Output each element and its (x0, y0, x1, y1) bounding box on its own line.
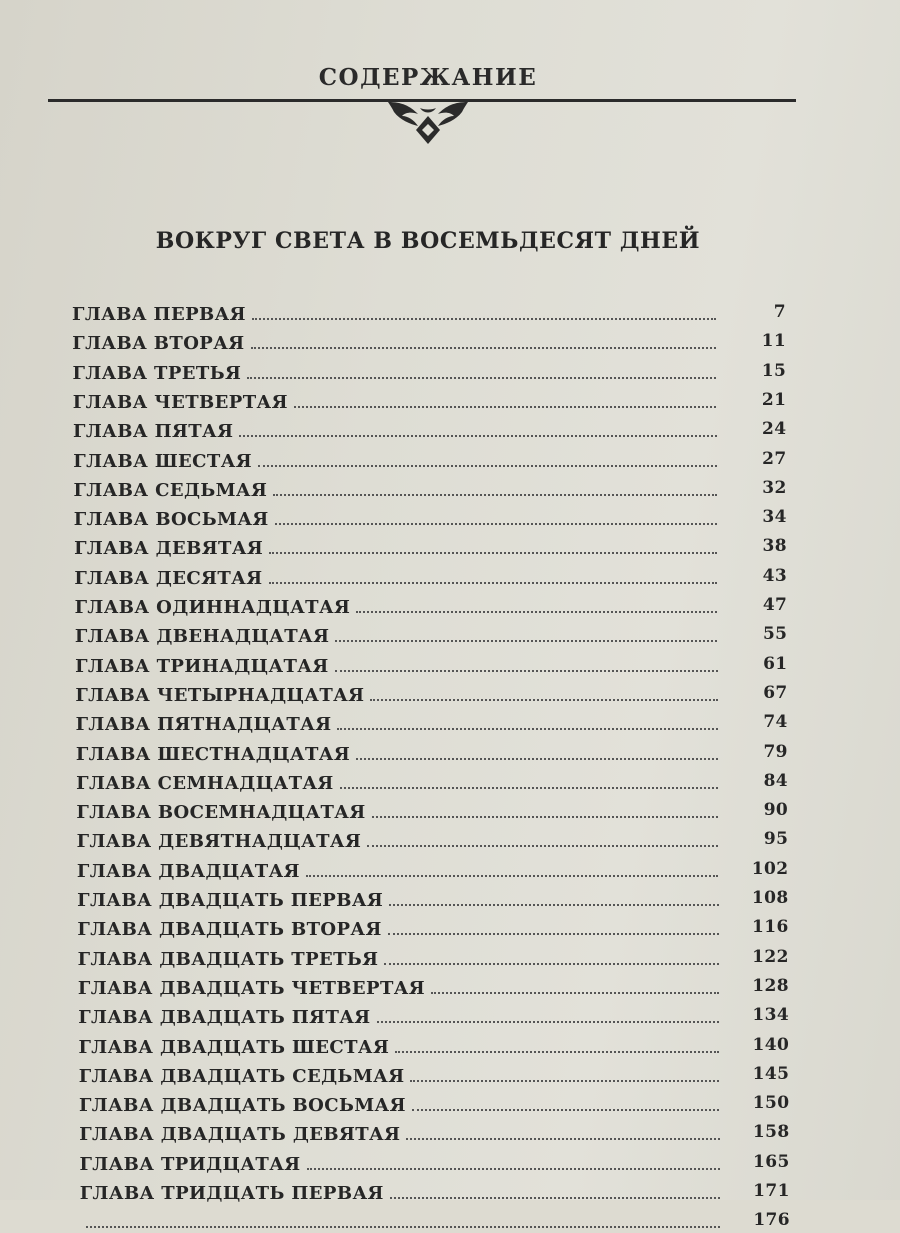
toc-leader-dots (252, 318, 716, 320)
toc-entry-page: 108 (751, 888, 789, 908)
toc-leader-dots (356, 758, 718, 760)
toc-entry (76, 765, 789, 794)
toc-entry-label: ГЛАВА ДВАДЦАТЬ ДЕВЯТАЯ (79, 1124, 401, 1146)
toc-entry (77, 970, 789, 999)
toc-leader-dots (273, 494, 717, 496)
toc-entry (73, 443, 787, 472)
toc-entry (77, 882, 789, 911)
toc-entry-label: ГЛАВА ДВАДЦАТЬ ШЕСТАЯ (78, 1036, 390, 1058)
ornament-icon (384, 98, 472, 146)
toc-entry-page: 43 (762, 565, 788, 586)
toc-entry-label: ГЛАВА ТРЕТЬЯ (72, 362, 242, 384)
toc-entry (78, 1029, 790, 1058)
toc-leader-dots (335, 640, 717, 642)
toc-entry (74, 560, 788, 589)
toc-entry-page: 116 (752, 917, 789, 938)
toc-entry (74, 589, 788, 618)
toc-entry (74, 618, 788, 648)
toc-leader-dots (275, 523, 717, 525)
toc-entry-label: ГЛАВА ДВАДЦАТЬ ПЕРВАЯ (77, 890, 384, 911)
toc-leader-dots (294, 406, 717, 408)
toc-leader-dots (410, 1080, 719, 1082)
toc-entry (80, 1204, 790, 1233)
page-header-title: СОДЕРЖАНИЕ (318, 64, 538, 91)
toc-entry (73, 501, 787, 531)
toc-entry-page: 122 (752, 946, 789, 967)
toc-leader-dots (258, 465, 717, 467)
toc-entry-label: ГЛАВА ОДИННАДЦАТАЯ (74, 597, 351, 618)
toc-entry (79, 1146, 790, 1175)
toc-entry-page: 74 (763, 712, 788, 733)
toc-entry-page: 11 (761, 331, 787, 352)
toc-entry-label: ГЛАВА ДВАДЦАТЬ ВТОРАЯ (77, 919, 382, 941)
toc-entry-page: 171 (753, 1181, 790, 1201)
toc-entry-page: 165 (753, 1151, 790, 1172)
toc-leader-dots (247, 377, 716, 379)
toc-entry-page: 140 (752, 1034, 790, 1055)
toc-entry-label: ГЛАВА ШЕСТНАДЦАТАЯ (75, 743, 351, 765)
toc-entry (78, 999, 790, 1029)
toc-leader-dots (370, 699, 717, 701)
toc-entry-label: ГЛАВА ТРИДЦАТАЯ (79, 1153, 301, 1175)
toc-leader-dots (389, 904, 718, 906)
toc-leader-dots (356, 611, 717, 613)
toc-entry (77, 911, 789, 941)
toc-entry-label: ГЛАВА ДЕВЯТНАДЦАТАЯ (76, 831, 362, 853)
toc-leader-dots (377, 1021, 719, 1023)
toc-leader-dots (269, 582, 718, 584)
toc-entry-page: 158 (752, 1122, 790, 1143)
toc-entry-label: ГЛАВА ДЕСЯТАЯ (74, 567, 263, 589)
toc-entry (78, 1087, 790, 1117)
toc-entry-page: 15 (761, 360, 787, 381)
toc-entry (72, 384, 787, 413)
toc-entry-page: 34 (762, 507, 787, 528)
toc-leader-dots (384, 963, 718, 965)
toc-entry-page: 7 (773, 302, 786, 322)
toc-leader-dots (269, 552, 717, 554)
toc-leader-dots (390, 1197, 720, 1199)
toc-entry-label: ГЛАВА ПЯТАЯ (73, 421, 234, 443)
toc-entry-label: ГЛАВА ВОСЕМНАДЦАТАЯ (76, 802, 366, 824)
toc-leader-dots (306, 875, 719, 877)
toc-entry-label: ГЛАВА ЧЕТЫРНАДЦАТАЯ (75, 684, 365, 706)
toc-entry (79, 1116, 790, 1146)
toc-entry (79, 1175, 790, 1204)
toc-entry (77, 941, 789, 970)
toc-entry (76, 823, 789, 853)
toc-entry (72, 325, 787, 355)
toc-entry-page: 102 (751, 858, 789, 879)
toc-entry-label: ГЛАВА СЕДЬМАЯ (73, 479, 268, 501)
toc-entry-label: ГЛАВА ДЕВЯТАЯ (74, 538, 264, 560)
toc-entry-page: 90 (763, 800, 789, 821)
toc-entry (74, 530, 788, 560)
toc-entry-label: ГЛАВА ЧЕТВЕРТАЯ (72, 391, 288, 413)
toc-leader-dots (388, 933, 719, 935)
book-title: ВОКРУГ СВЕТА В ВОСЕМЬДЕСЯТ ДНЕЙ (155, 228, 701, 254)
toc-leader-dots (431, 992, 719, 994)
toc-entry-label: ГЛАВА ВТОРАЯ (72, 333, 245, 355)
toc-entry (72, 296, 786, 325)
toc-entry-label: ГЛАВА ДВАДЦАТЬ ПЯТАЯ (78, 1007, 371, 1029)
toc-entry-page: 27 (762, 448, 787, 469)
toc-entry (72, 355, 787, 384)
toc-entry-page: 32 (762, 477, 787, 498)
toc-entry-label: ГЛАВА ПЯТНАДЦАТАЯ (75, 714, 332, 736)
toc-leader-dots (86, 1226, 720, 1228)
toc-entry-label: ГЛАВА ПЕРВАЯ (72, 304, 246, 325)
toc-entry-page: 79 (763, 741, 788, 762)
toc-entry-label: ГЛАВА СЕМНАДЦАТАЯ (76, 772, 334, 794)
toc-leader-dots (412, 1109, 720, 1111)
toc-leader-dots (307, 1168, 720, 1170)
toc-entry-label: ГЛАВА ДВЕНАДЦАТАЯ (74, 626, 330, 648)
toc-entry-page: 24 (762, 419, 787, 440)
toc-entry-page: 150 (752, 1093, 790, 1114)
toc-entry-page: 38 (762, 536, 788, 557)
toc-entry (75, 648, 788, 677)
toc-entry-label: ГЛАВА ТРИДЦАТЬ ПЕРВАЯ (79, 1183, 384, 1204)
toc-entry-page: 21 (761, 389, 787, 410)
toc-entry (75, 677, 788, 706)
toc-entry-label: ГЛАВА ДВАДЦАТЬ СЕДЬМАЯ (78, 1065, 405, 1087)
toc-entry-page: 47 (762, 595, 788, 615)
toc-entry (73, 413, 787, 443)
toc-leader-dots (340, 787, 718, 789)
toc-entry-page: 134 (752, 1005, 790, 1026)
toc-entry (75, 706, 788, 736)
toc-entry (75, 736, 788, 765)
toc-entry-page: 61 (763, 653, 788, 674)
toc-entry-page: 176 (753, 1210, 790, 1231)
toc-entry-label: ГЛАВА ВОСЬМАЯ (73, 509, 269, 531)
toc-entry-page: 145 (752, 1063, 790, 1084)
toc-entry (76, 794, 789, 824)
toc-leader-dots (251, 347, 717, 349)
toc-entry-label: ГЛАВА ТРИНАДЦАТАЯ (75, 655, 329, 677)
toc-entry-label: ГЛАВА ДВАДЦАТЬ ЧЕТВЕРТАЯ (77, 977, 426, 999)
toc-leader-dots (406, 1138, 719, 1140)
toc-entry (78, 1058, 790, 1087)
toc-leader-dots (395, 1051, 719, 1053)
toc-entry-label: ГЛАВА ДВАДЦАТЬ ВОСЬМАЯ (78, 1095, 406, 1117)
toc-entry (76, 853, 789, 882)
toc-entry-label: ГЛАВА ШЕСТАЯ (73, 450, 253, 472)
toc-entry-page: 128 (752, 975, 789, 996)
toc-leader-dots (335, 670, 718, 672)
toc-leader-dots (239, 435, 716, 437)
toc-entry-page: 55 (762, 624, 788, 645)
toc-leader-dots (372, 816, 719, 818)
toc-entry-page: 95 (763, 829, 789, 850)
toc-entry (73, 472, 787, 501)
toc-entry-label: ГЛАВА ДВАДЦАТЬ ТРЕТЬЯ (77, 948, 379, 970)
toc-entry-page: 84 (763, 770, 789, 791)
toc-entry-label: ГЛАВА ДВАДЦАТАЯ (76, 860, 300, 882)
toc-entry-page: 67 (763, 682, 788, 703)
toc-leader-dots (337, 728, 717, 730)
toc-leader-dots (367, 845, 718, 847)
